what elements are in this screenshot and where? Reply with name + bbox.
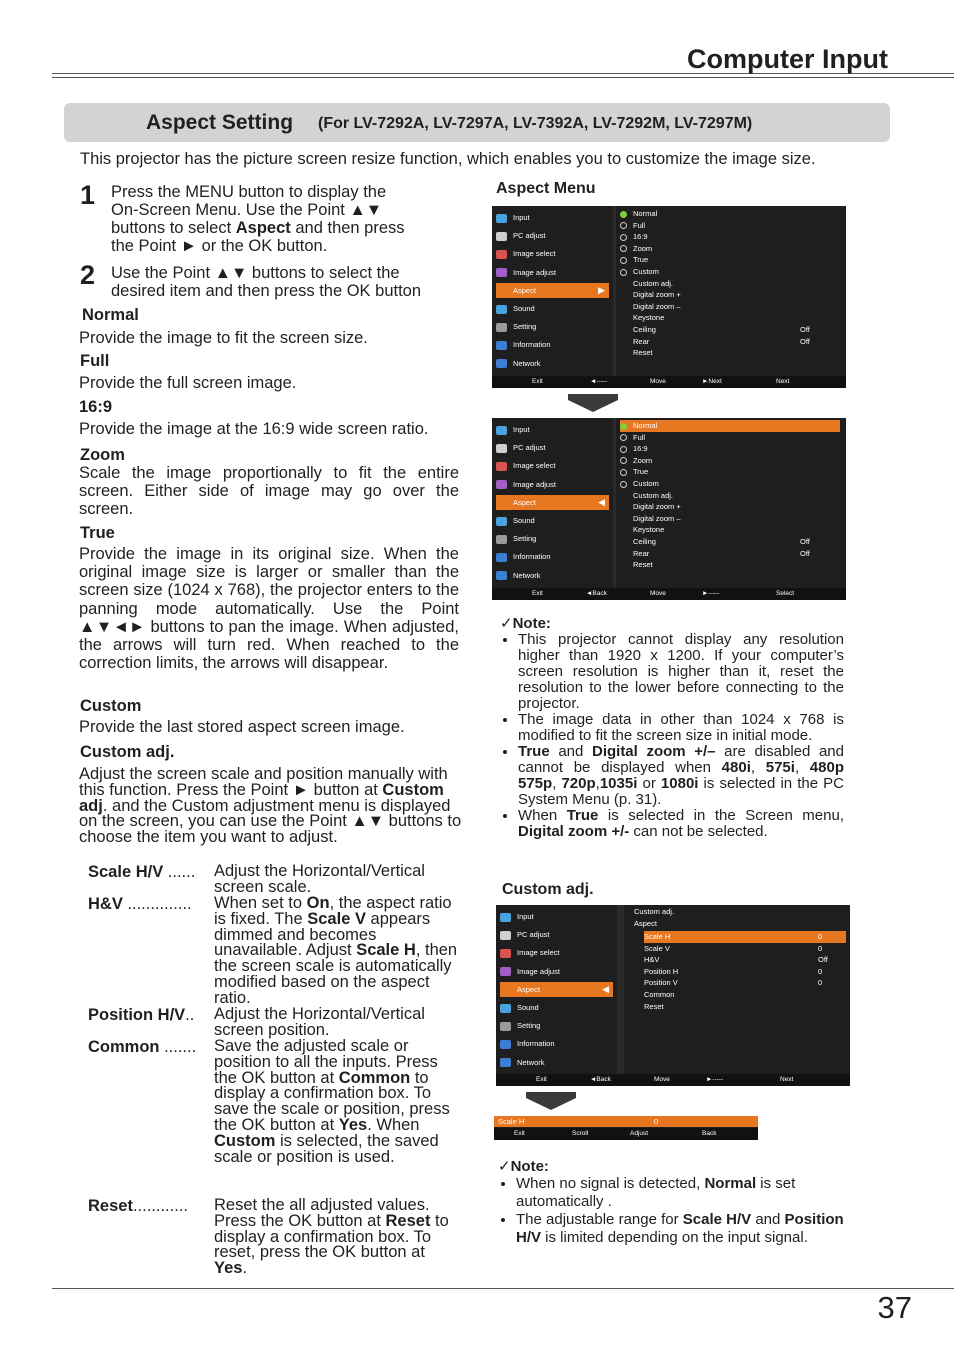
osd-option [620, 455, 840, 467]
menu-item-label: Setting [513, 534, 537, 544]
menu-item-label: Aspect [517, 984, 540, 994]
option-label: Custom [633, 267, 659, 276]
custom-adj-row [644, 1001, 846, 1013]
note-item: • When no signal is detected, Normal is set automatically . [516, 1175, 854, 1211]
row-label: Scale H [644, 932, 671, 941]
osd-menu-item [496, 531, 609, 546]
option-label: Rear [633, 336, 650, 346]
osd-option [620, 347, 840, 359]
bar-label: Adjust [630, 1130, 649, 1137]
term-heading: 16:9 [79, 398, 113, 416]
figure-caption: Aspect Menu [496, 180, 596, 197]
menu-subheader: Aspect [634, 919, 657, 928]
menu-item-icon [500, 1058, 511, 1067]
option-label: Keystone [633, 525, 665, 535]
custom-adj-row [644, 977, 846, 989]
row-label: Reset [644, 1001, 664, 1011]
osd-option [620, 289, 840, 301]
bar-label: Exit [532, 378, 543, 385]
param-name: Scale H/V ...... [88, 863, 196, 881]
note-item: • The image data in other than 1024 x 768 is modified to fit the screen size in initial mode. [518, 712, 844, 744]
option-label: Ceiling [633, 325, 656, 334]
menu-item-label: Image select [513, 249, 556, 259]
menu-item-label: Sound [513, 304, 535, 313]
param-description: Reset the all adjusted values. Press the OK button at Reset to display a confirmation box. To reset, press the OK button at Yes. [214, 1196, 449, 1278]
bar-label: ◄----- [590, 378, 608, 385]
menu-item-label: PC adjust [517, 930, 550, 940]
osd-bottom-bar [496, 1074, 850, 1086]
step-number: 1 [80, 180, 96, 210]
osd-menu-item [496, 246, 609, 261]
menu-item-label: Image adjust [513, 267, 556, 277]
osd-option [620, 231, 840, 243]
osd-menu-item [500, 1055, 613, 1070]
menu-item-icon [500, 985, 511, 994]
term-description: Provide the image at the 16:9 wide screen ratio. [79, 420, 429, 438]
section-title: Aspect Setting [146, 111, 294, 134]
term-heading: Zoom [80, 446, 125, 464]
menu-item-label: Information [517, 1039, 555, 1049]
option-label: Rear [633, 548, 650, 558]
osd-menu-item [496, 283, 609, 298]
osd-menu-item [496, 301, 609, 316]
bar-label: Scroll [572, 1130, 589, 1137]
option-label: Custom [633, 479, 659, 488]
option-label: 16:9 [633, 232, 648, 242]
osd-menu-item [496, 265, 609, 280]
radio-icon [620, 457, 627, 464]
section-banner [64, 103, 890, 142]
option-label: Reset [633, 560, 653, 570]
menu-item-icon [500, 949, 511, 958]
menu-arrow-icon: ◀ [602, 983, 609, 994]
osd-menu-item [496, 477, 609, 492]
term-description: Provide the image to fit the screen size. [79, 329, 368, 347]
osd-menu-item [500, 982, 613, 997]
osd-option [620, 490, 840, 502]
menu-arrow-icon: ▶ [598, 284, 605, 295]
osd-menu-item [500, 1036, 613, 1051]
osd-option [620, 524, 840, 536]
option-value: Off [800, 336, 810, 346]
bar-label: Next [776, 378, 790, 385]
bar-label: ◄Back [590, 1076, 611, 1083]
term-heading: Custom [80, 697, 142, 715]
menu-item-icon [500, 1022, 511, 1031]
note-box [498, 1157, 854, 1247]
menu-item-icon [496, 232, 507, 241]
bar-label: Exit [532, 590, 543, 597]
page-header-title: Computer Input [687, 44, 888, 74]
osd-menu-item [500, 945, 613, 960]
osd-option [620, 513, 840, 525]
osd-option [620, 254, 840, 266]
option-label: True [633, 467, 649, 477]
osd-menu-item [500, 1018, 613, 1033]
custom-adj-row [644, 931, 846, 943]
menu-item-icon [496, 341, 507, 350]
term-heading: True [80, 524, 115, 542]
param-description: Adjust the Horizontal/Vertical screen position. [214, 1005, 425, 1039]
menu-item-label: Aspect [513, 497, 536, 507]
osd-option [620, 208, 840, 220]
menu-item-label: Network [517, 1057, 545, 1067]
radio-icon [620, 222, 627, 229]
menu-item-label: Sound [513, 516, 535, 525]
menu-item-icon [500, 967, 511, 976]
menu-item-label: Information [513, 340, 551, 350]
menu-item-icon [496, 444, 507, 453]
radio-icon [620, 434, 627, 441]
scale-h-popup [494, 1116, 758, 1140]
menu-item-icon [496, 323, 507, 332]
arrow-down-icon [526, 1092, 576, 1110]
radio-icon [620, 257, 627, 264]
osd-option [620, 312, 840, 324]
radio-icon [620, 469, 627, 476]
radio-icon [620, 481, 627, 488]
term-heading: Normal [82, 306, 139, 324]
osd-bottom-bar [494, 1128, 758, 1140]
menu-item-label: Input [517, 912, 534, 921]
osd-option [620, 266, 840, 278]
option-label: Ceiling [633, 537, 656, 546]
osd-option [620, 559, 840, 571]
menu-item-label: PC adjust [513, 443, 546, 453]
bar-label: Move [650, 590, 666, 597]
menu-item-icon [496, 517, 507, 526]
menu-item-icon [496, 214, 507, 223]
menu-item-icon [500, 931, 511, 940]
osd-menu-item [500, 964, 613, 979]
menu-item-label: Image select [517, 948, 560, 958]
custom-adj-row [644, 989, 846, 1001]
menu-item-icon [500, 1004, 511, 1013]
menu-item-label: Information [513, 552, 551, 562]
osd-menu-item [496, 228, 609, 243]
term-heading: Custom adj. [80, 743, 175, 761]
param-description: Adjust the Horizontal/Vertical screen scale. [214, 862, 425, 896]
note-title: ✓Note: [500, 615, 551, 632]
osd-option [620, 220, 840, 232]
step-text: Press the MENU button to display the On-Screen Menu. Use the Point ▲▼ buttons to select Aspect and then press the Point ► or the OK button. [111, 183, 405, 255]
menu-item-icon [496, 426, 507, 435]
osd-menu-item [496, 356, 609, 371]
menu-item-icon [496, 553, 507, 562]
bar-label: Exit [536, 1076, 547, 1083]
term-description: Provide the image in its original size. When the original image size is larger or smaller than the screen size (1024 x 768), the projector enters to the panning mode automatically. Use the Point ▲▼◄► buttons to pan the image. When adjusted, the arrows will turn red. When reached to the correction limits, the arrows will disappear. [79, 545, 459, 673]
bar-label: ◄Back [586, 590, 607, 597]
option-label: True [633, 255, 649, 265]
option-label: Custom adj. [633, 278, 674, 288]
osd-option [620, 432, 840, 444]
radio-icon [620, 446, 627, 453]
osd-menu-item [496, 549, 609, 564]
menu-item-label: Network [513, 358, 541, 368]
menu-item-label: Network [513, 570, 541, 580]
menu-item-icon [496, 250, 507, 259]
option-value: Off [800, 325, 810, 334]
menu-item-icon [496, 359, 507, 368]
osd-menu-item [500, 909, 613, 924]
bar-label: ►----- [706, 1076, 724, 1083]
bar-label: Next [780, 1076, 794, 1083]
osd-menu-item [496, 458, 609, 473]
menu-item-icon [496, 268, 507, 277]
custom-adj-row [644, 966, 846, 978]
osd-option [620, 324, 840, 336]
osd-option [620, 478, 840, 490]
section-models: (For LV-7292A, LV-7297A, LV-7392A, LV-7292M, LV-7297M) [318, 115, 753, 132]
option-label: Reset [633, 348, 653, 358]
popup-value: 0 [654, 1117, 659, 1126]
note-item: • True and Digital zoom +/– are disabled and cannot be displayed when 480i, 575i, 480p 575p, 720p,1035i or 1080i is selected in the PC System Menu (p. 31). [518, 744, 844, 808]
osd-option [620, 301, 840, 313]
osd-option [620, 501, 840, 513]
menu-item-icon [500, 913, 511, 922]
custom-adj-row [644, 954, 846, 966]
option-label: Normal [633, 421, 658, 430]
osd-option [620, 243, 840, 255]
menu-item-icon [496, 571, 507, 580]
option-label: Keystone [633, 313, 665, 323]
term-description: Adjust the screen scale and position manually with this function. Press the Point ► button at Custom adj. and the Custom adjustment menu is displayed on the screen, you can use the Point ▲▼ buttons to choose the item you want to adjust. [79, 765, 462, 847]
osd-option [620, 420, 840, 432]
option-label: Digital zoom – [633, 513, 681, 523]
note-title: ✓Note: [498, 1158, 549, 1175]
option-label: Digital zoom – [633, 301, 681, 311]
param-name: Position H/V.. [88, 1006, 195, 1024]
menu-arrow-icon: ◀ [598, 496, 605, 507]
menu-item-icon [496, 498, 507, 507]
term-heading: Full [80, 352, 110, 370]
note-item: • This projector cannot display any resolution higher than 1920 x 1200. If your computer’s screen resolution is higher than it, reset the resolution to the lower before connecting to the projector. [518, 632, 844, 712]
menu-header: Custom adj. [634, 907, 675, 916]
osd-menu-item [496, 440, 609, 455]
aspect-menu-selected-screenshot [492, 418, 846, 600]
term-description: Provide the last stored aspect screen image. [79, 718, 405, 736]
menu-item-icon [500, 1040, 511, 1049]
option-label: Digital zoom + [633, 502, 681, 512]
option-value: Off [800, 548, 810, 558]
radio-icon [620, 269, 627, 276]
option-value: Off [800, 537, 810, 546]
option-label: Zoom [633, 243, 653, 253]
custom-adj-row [644, 943, 846, 955]
menu-item-label: Sound [517, 1003, 539, 1012]
custom-adj-menu-screenshot [496, 905, 850, 1086]
row-value: 0 [818, 943, 823, 953]
osd-option [620, 466, 840, 478]
row-label: H&V [644, 955, 660, 965]
note-box [500, 614, 844, 840]
option-label: Full [633, 432, 646, 442]
term-description: Provide the full screen image. [79, 374, 297, 392]
term-description: Scale the image proportionally to fit the entire screen. Either side of image may go over the screen. [79, 464, 459, 519]
row-value: 0 [818, 966, 823, 976]
row-value: Off [818, 955, 828, 965]
menu-item-label: Image select [513, 461, 556, 471]
bar-label: Move [650, 378, 666, 385]
menu-item-label: PC adjust [513, 231, 546, 241]
aspect-menu-screenshot [492, 206, 846, 388]
option-label: Digital zoom + [633, 290, 681, 300]
osd-menu-item [496, 568, 609, 583]
figure-caption: Custom adj. [502, 881, 594, 898]
osd-option [620, 536, 840, 548]
menu-item-label: Setting [513, 322, 537, 332]
osd-bottom-bar [492, 376, 846, 388]
bar-label: Exit [514, 1130, 525, 1137]
radio-icon [620, 423, 627, 430]
osd-menu-item [500, 1000, 613, 1015]
osd-option [620, 443, 840, 455]
option-label: Full [633, 220, 646, 230]
menu-item-icon [496, 462, 507, 471]
osd-menu-item [496, 422, 609, 437]
menu-item-icon [496, 305, 507, 314]
menu-item-icon [496, 535, 507, 544]
param-name: Reset............ [88, 1197, 188, 1215]
note-item: • When True is selected in the Screen menu, Digital zoom +/- can not be selected. [518, 808, 844, 840]
radio-icon [620, 234, 627, 241]
param-name: H&V .............. [88, 895, 192, 913]
row-label: Position H [644, 966, 679, 976]
osd-menu-item [496, 210, 609, 225]
bar-label: Back [702, 1130, 717, 1137]
row-label: Common [644, 990, 675, 999]
menu-item-label: Image adjust [517, 966, 560, 976]
param-name: Common ....... [88, 1038, 197, 1056]
row-value: 0 [818, 978, 823, 988]
bar-label: Select [776, 590, 795, 597]
row-label: Position V [644, 978, 678, 988]
option-label: Custom adj. [633, 490, 674, 500]
bar-label: ►----- [702, 590, 720, 597]
bar-label: ►Next [702, 378, 722, 385]
option-label: 16:9 [633, 444, 648, 454]
bar-label: Move [654, 1076, 670, 1083]
menu-item-icon [496, 286, 507, 295]
menu-item-label: Input [513, 425, 530, 434]
osd-menu-item [500, 927, 613, 942]
option-label: Normal [633, 209, 658, 218]
osd-menu-item [496, 495, 609, 510]
menu-item-icon [496, 480, 507, 489]
osd-menu-item [496, 337, 609, 352]
step-text: Use the Point ▲▼ buttons to select the desired item and then press the OK button [111, 264, 422, 300]
osd-option [620, 278, 840, 290]
osd-menu-item [496, 513, 609, 528]
menu-item-label: Aspect [513, 285, 536, 295]
param-description: Save the adjusted scale or position to all the inputs. Press the OK button at Common to display a confirmation box. To save the scale or position, press the OK button at Yes. When Custom is selected, the saved scale or position is used. [214, 1037, 450, 1166]
menu-item-label: Input [513, 213, 530, 222]
osd-option [620, 336, 840, 348]
menu-item-label: Image adjust [513, 479, 556, 489]
intro-text: This projector has the picture screen resize function, which enables you to customize the image size. [80, 150, 816, 168]
radio-icon [620, 211, 627, 218]
radio-icon [620, 245, 627, 252]
popup-label: Scale H [498, 1117, 525, 1126]
row-value: 0 [818, 932, 823, 941]
note-item: • The adjustable range for Scale H/V and Position H/V is limited depending on the input signal. [516, 1211, 854, 1247]
arrow-down-icon [568, 394, 618, 412]
param-description: When set to On, the aspect ratio is fixed. The Scale V appears dimmed and becomes unavailable. Adjust Scale H, then the screen scale is automatically modified based on the aspect ratio. [214, 894, 458, 1007]
page-number: 37 [877, 1290, 912, 1325]
option-label: Zoom [633, 455, 653, 465]
osd-bottom-bar [492, 588, 846, 600]
step-number: 2 [80, 260, 96, 290]
osd-option [620, 548, 840, 560]
row-label: Scale V [644, 943, 670, 953]
menu-item-label: Setting [517, 1021, 541, 1031]
osd-menu-item [496, 319, 609, 334]
